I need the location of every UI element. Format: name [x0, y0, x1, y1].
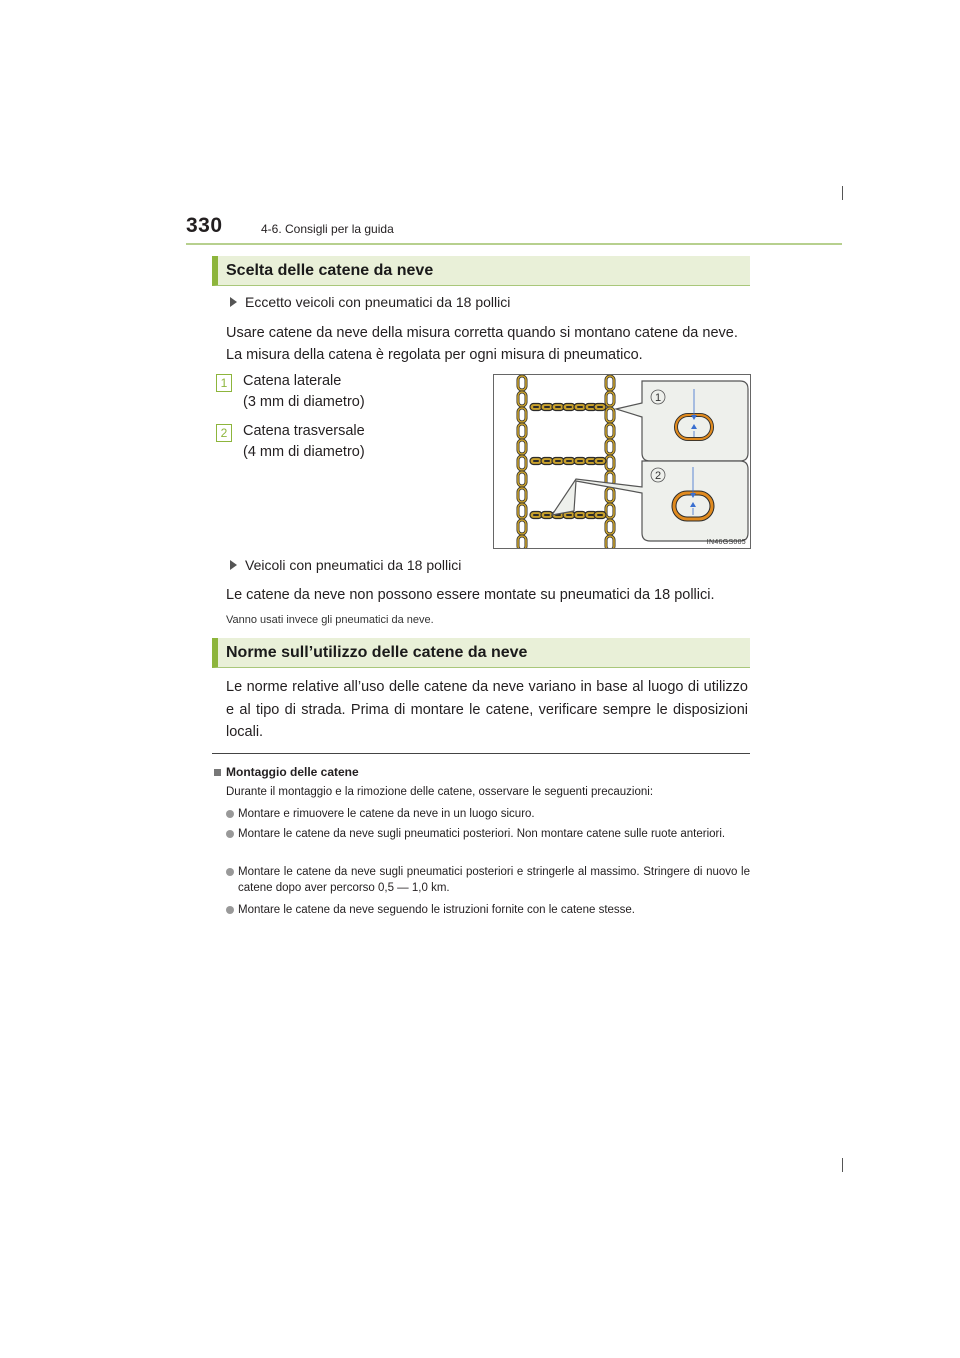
small-note: Vanno usati invece gli pneumatici da neve.: [226, 614, 434, 626]
dot-bullet-icon: [226, 830, 234, 838]
item-spec: (3 mm di diametro): [243, 394, 365, 410]
callout-bubble-2: [552, 461, 748, 541]
section-heading-snow-chain-selection: [212, 256, 750, 286]
case-18in: [230, 557, 461, 573]
callout-number-2: 2: [216, 424, 232, 442]
paragraph-line: Usare catene da neve della misura corretta quando si montano catene da neve.: [226, 325, 738, 341]
cross-chain-middle: [530, 458, 606, 465]
list-item: [226, 806, 750, 822]
figure-callout-2: 2: [654, 470, 662, 482]
dot-bullet-icon: [226, 810, 234, 818]
snow-chain-illustration: [494, 375, 750, 548]
page-number: 330: [186, 214, 223, 237]
callout-number-1: 1: [216, 374, 232, 392]
case-except-18in: [230, 294, 510, 310]
item-name: Catena trasversale: [243, 423, 365, 439]
notes-title: [214, 765, 359, 779]
side-chain-right: [606, 376, 614, 548]
list-item: [226, 902, 750, 918]
snow-chain-figure: [493, 374, 751, 549]
triangle-bullet-icon: [230, 560, 237, 570]
callout-bubble-1: [616, 381, 748, 461]
item-cross-chain: [243, 421, 365, 463]
cross-chain-top: [530, 404, 606, 411]
list-item-text: Montare e rimuovere le catene da neve in un luogo sicuro.: [238, 808, 535, 820]
list-item: [226, 864, 750, 896]
header-rule: [186, 243, 842, 245]
paragraph: Le catene da neve non possono essere montate su pneumatici da 18 pollici.: [226, 587, 715, 603]
paragraph-line: La misura della catena è regolata per ogni misura di pneumatico.: [226, 347, 643, 363]
section-heading-text: Scelta delle catene da neve: [226, 261, 434, 279]
list-item-text: Montare le catene da neve sugli pneumatici posteriori. Non montare catene sulle ruote anteriori.: [238, 828, 726, 840]
item-spec: (4 mm di diametro): [243, 444, 365, 460]
list-item-text: Montare le catene da neve seguendo le istruzioni fornite con le catene stesse.: [238, 904, 635, 916]
case-label: Veicoli con pneumatici da 18 pollici: [245, 557, 462, 573]
notes-title-text: Montaggio delle catene: [226, 765, 359, 779]
triangle-bullet-icon: [230, 297, 237, 307]
figure-callout-1: 1: [654, 392, 662, 404]
section-heading-snow-chain-rules: [212, 638, 750, 668]
dot-bullet-icon: [226, 906, 234, 914]
case-label: Eccetto veicoli con pneumatici da 18 pollici: [245, 294, 511, 310]
item-name: Catena laterale: [243, 373, 342, 389]
list-item: [226, 826, 750, 842]
running-header: 4-6. Consigli per la guida: [261, 222, 394, 236]
paragraph: Le norme relative all’uso delle catene da neve variano in base al luogo di utilizzo e al tipo di strada. Prima di montare le catene, verificare sempre le disposizioni locali.: [226, 679, 748, 740]
crop-mark-top: [842, 186, 843, 200]
notes-intro: Durante il montaggio e la rimozione delle catene, osservare le seguenti precauzioni:: [226, 786, 654, 798]
figure-caption: IN46GS005: [706, 539, 746, 546]
section-heading-text: Norme sull’utilizzo delle catene da neve: [226, 643, 528, 661]
square-bullet-icon: [214, 769, 221, 776]
list-item-text: Montare le catene da neve sugli pneumatici posteriori e stringerle al massimo. Stringere di nuovo le catene dopo aver percorso 0,5 — 1,0 km.: [238, 866, 750, 894]
side-chain-left: [518, 376, 526, 548]
crop-mark-bottom: [842, 1158, 843, 1172]
notes-divider: [212, 753, 750, 754]
item-side-chain: [243, 371, 365, 413]
dot-bullet-icon: [226, 868, 234, 876]
